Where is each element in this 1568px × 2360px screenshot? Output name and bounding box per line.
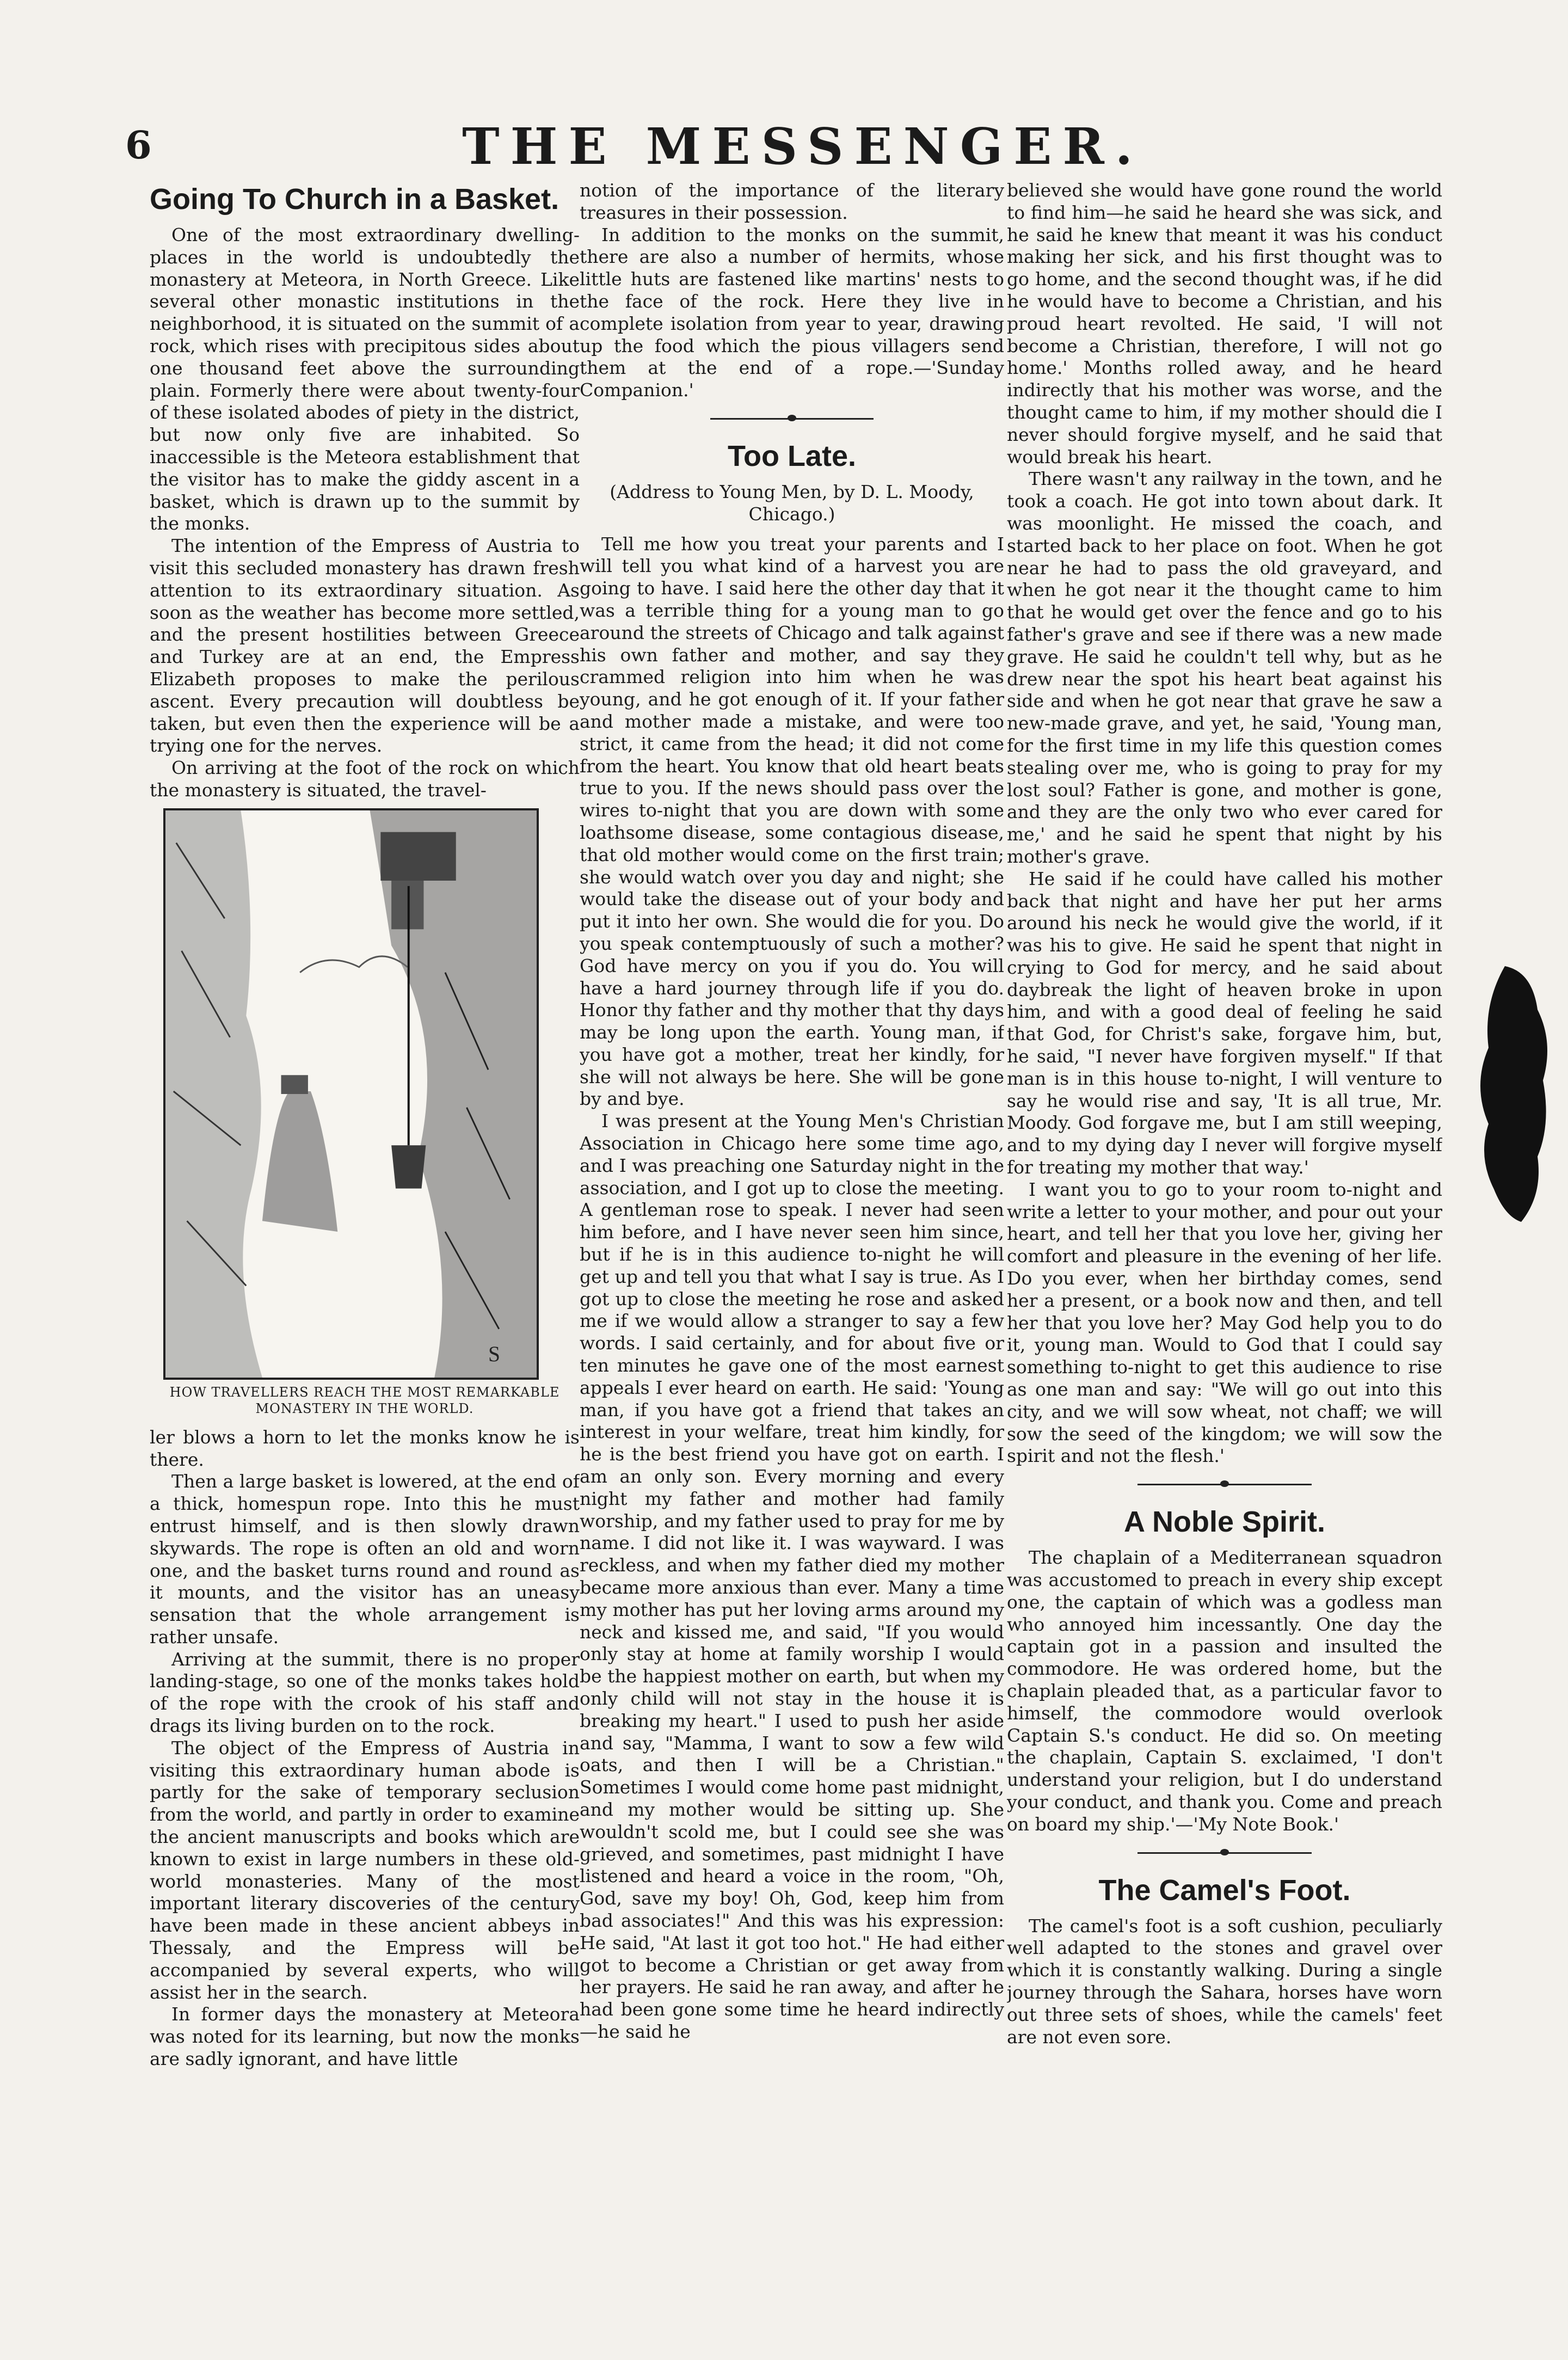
figure-caption: HOW TRAVELLERS REACH THE MOST REMARKABLE MONASTERY IN THE WORLD. — [169, 1384, 560, 1416]
paragraph: ler blows a horn to let the monks know he is there. — [150, 1426, 580, 1470]
paragraph: The intention of the Empress of Austria to visit this secluded monastery has drawn fresh attention to its extraordinary situation. As soon as the weather has become more settled, and the present hostilities between Greece and Turkey are at an end, the Empress Elizabeth proposes to make the perilous ascent. Every precaution will doubtless be taken, but even then the experience will be a trying one for the nerves. — [150, 535, 580, 757]
masthead — [125, 117, 1480, 177]
article-title-basket: Going To Church in a Basket. — [150, 183, 559, 216]
paragraph: There wasn't any railway in the town, and he took a coach. He got into town about dark. It was moonlight. He missed the coach, and started back to her place on foot. When he got near he had to pass the old graveyard, and when he got near it the thought came to him that he would get over the fence and go to his father's grave and see if there was a new made grave. He said he couldn't tell why, but as he drew near the spot his heart beat against his side and when he got near that grave he saw a new-made grave, and yet, he said, 'Young man, for the first time in my life this question comes stealing over me, who is going to pray for my lost soul? Father is gone, and mother is gone, and they are the only two who ever cared for me,' and he said he spent that night by his mother's grave. — [1007, 468, 1442, 867]
article-title-camels-foot: The Camel's Foot. — [1098, 1873, 1351, 1907]
section-divider — [1007, 1473, 1442, 1497]
monastery-illustration — [163, 808, 539, 1380]
article-title-noble-spirit: A Noble Spirit. — [1123, 1505, 1325, 1539]
paragraph: The camel's foot is a soft cushion, peculiarly well adapted to the stones and gravel over which it is constantly walking. During a single journey through the Sahara, horses have worn out three sets of shoes, while the camels' feet are not even sore. — [1007, 1915, 1442, 2048]
article-byline: (Address to Young Men, by D. L. Moody, Chicago.) — [610, 481, 974, 525]
paragraph: The chaplain of a Mediterranean squadron was accustomed to preach in every ship except one, the captain of which was a godless man who annoyed him incessantly. One day the captain got in a passion and insulted the commodore. He was ordered home, but the chaplain pleaded that, as a particular favor to himself, the commodore would overlook Captain S.'s conduct. He did so. On meeting the chaplain, Captain S. exclaimed, 'I don't understand your religion, but I do understand your conduct, and thank you. Come and preach on board my ship.'—'My Note Book.' — [1007, 1547, 1442, 1835]
column-1 — [150, 180, 580, 2346]
paragraph: notion of the importance of the literary treasures in their possession. — [580, 180, 1004, 223]
paragraph: Tell me how you treat your parents and I will tell you what kind of a harvest you are going to have. I said here the other day that it was a terrible thing for a young man to go around the streets of Chicago and talk against his own father and mother, and say they crammed religion into him when he was young, and he got enough of it. If your father and mother made a mistake, and were too strict, it came from the head; it did not come from the heart. You know that old heart beats true to you. If the news should pass over the wires to-night that you are down with some loathsome disease, some contagious disease, that old mother would come on the first train; she would watch over you day and night; she would take the disease out of your body and put it into her own. She would die for you. Do you speak contemptuously of such a mother? God have mercy on you if you do. You will have a hard journey through life if you do. Honor thy father and thy mother that thy days may be long upon the earth. Young man, if you have got a mother, treat her kindly, for she will not always be here. She will be gone by and bye. — [580, 533, 1004, 1110]
paragraph: In addition to the monks on the summit, there are also a number of hermits, whose little huts are fastened like martins' nests to the face of the rock. Here they live in complete isolation from year to year, drawing up the food which the pious villagers send them at the end of a rope.—'Sunday Companion.' — [580, 224, 1004, 401]
paragraph: In former days the monastery at Meteora was noted for its learning, but now the monks are sadly ignorant, and have little — [150, 2003, 580, 2070]
paragraph: The object of the Empress of Austria in visiting this extraordinary human abode is partly for the sake of temporary seclusion from the world, and partly in order to examine the ancient manuscripts and books which are known to exist in large numbers in these old-world monasteries. Many of the most important literary discoveries of the century have been made in these ancient abbeys in Thessaly, and the Empress will be accompanied by several experts, who will assist her in the search. — [150, 1737, 580, 2003]
column-3 — [1007, 180, 1442, 2346]
paragraph: On arriving at the foot of the rock on which the monastery is situated, the travel- — [150, 757, 580, 801]
paragraph: I want you to go to your room to-night and write a letter to your mother, and pour out your heart, and tell her that you love her, giving her comfort and pleasure in the evening of her life. Do you ever, when her birthday comes, send her a present, or a book now and then, and tell her that you love her? May God help you to do it, young man. Would to God that I could say something to-night to get this audience to rise as one man and say: "We will go out into this city, and we will sow wheat, not chaff; we will sow the seed of the kingdom; we will sow the spirit and not the flesh.' — [1007, 1178, 1442, 1467]
svg-text:S: S — [488, 1342, 501, 1366]
ink-blot-icon — [1472, 961, 1554, 1227]
article-title-too-late: Too Late. — [728, 439, 856, 472]
newspaper-title: THE MESSENGER. — [462, 117, 1143, 176]
section-divider — [1007, 1841, 1442, 1865]
page-number: 6 — [125, 122, 152, 168]
paragraph: He said if he could have called his mother back that night and have her put her arms around his neck he would give the world, if it was his to give. He said he spent that night in crying to God for mercy, and he said about daybreak the light of heaven broke in upon him, and with a good deal of feeling he said that God, for Christ's sake, forgave him, but, he said, "I never have forgiven myself." If that man is in this house to-night, I will venture to say he would rise and say, 'It is all true, Mr. Moody. God forgave me, but I am still weeping, and to my dying day I never will forgive myself for treating my mother that way.' — [1007, 868, 1442, 1178]
paragraph: I was present at the Young Men's Christian Association in Chicago here some time ago, and I was preaching one Saturday night in the association, and I got up to close the meeting. A gentleman rose to speak. I never had seen him before, and I have never seen him since, but if he is in this audience to-night he will get up and tell you that what I say is true. As I got up to close the meeting he rose and asked me if we would allow a stranger to say a few words. I said certainly, and for about five or ten minutes he gave one of the most earnest appeals I ever heard on earth. He said: 'Young man, if you have got a friend that takes an interest in your welfare, treat him kindly, for he is the best friend you have got on earth. I am an only son. Every morning and every night my father and mother had family worship, and my father used to pray for me by name. I did not like it. I was wayward. I was reckless, and when my father died my mother became more anxious than ever. Many a time my mother has put her loving arms around my neck and kissed me, and said, "If you would only stay at home at family worship I would be the happiest mother on earth, but when my only child will not stay in the house it is breaking my heart." I used to push her aside and say, "Mamma, I want to sow a few wild oats, and then I will be a Christian." Sometimes I would come home past midnight, and my mother would be sitting up. She wouldn't scold me, but I could see she was grieved, and sometimes, past midnight I have listened and heard a voice in the room, "Oh, God, save my boy! Oh, God, keep him from bad associates!" And this was his expression: He said, "At last it got too hot." He had either got to become a Christian or get away from her prayers. He said he ran away, and after he had been gone some time he heard indirectly—he said he — [580, 1110, 1004, 2042]
paragraph: One of the most extraordinary dwelling-places in the world is undoubtedly the monastery at Meteora, in North Greece. Like several other monastic institutions in the neighborhood, it is situated on the summit of a rock, which rises with precipitous sides about one thousand feet above the surrounding plain. Formerly there were about twenty-four of these isolated abodes of piety in the district, but now only five are inhabited. So inaccessible is the Meteora establishment that the visitor has to make the giddy ascent in a basket, which is drawn up to the summit by the monks. — [150, 224, 580, 534]
paragraph: Arriving at the summit, there is no proper landing-stage, so one of the monks takes hold of the rope with the crook of his staff and drags its living burden on to the rock. — [150, 1648, 580, 1737]
paragraph: Then a large basket is lowered, at the end of a thick, homespun rope. Into this he must entrust himself, and is then slowly drawn skywards. The rope is often an old and worn one, and the basket turns round and round as it mounts, and the visitor has an uneasy sensation that the whole arrangement is rather unsafe. — [150, 1471, 580, 1648]
column-2 — [580, 180, 1004, 2346]
section-divider — [580, 407, 1004, 431]
paragraph: believed she would have gone round the world to find him—he said he heard she was sick, and he said he knew that meant it was his conduct making her sick, and his first thought was to go home, and the second thought was, if he did he would have to become a Christian, and his proud heart revolted. He said, 'I will not become a Christian, therefore, I will not go home.' Months rolled away, and he heard indirectly that his mother was worse, and the thought came to him, if my mother should die I never should forgive myself, and he said that would break his heart. — [1007, 180, 1442, 468]
